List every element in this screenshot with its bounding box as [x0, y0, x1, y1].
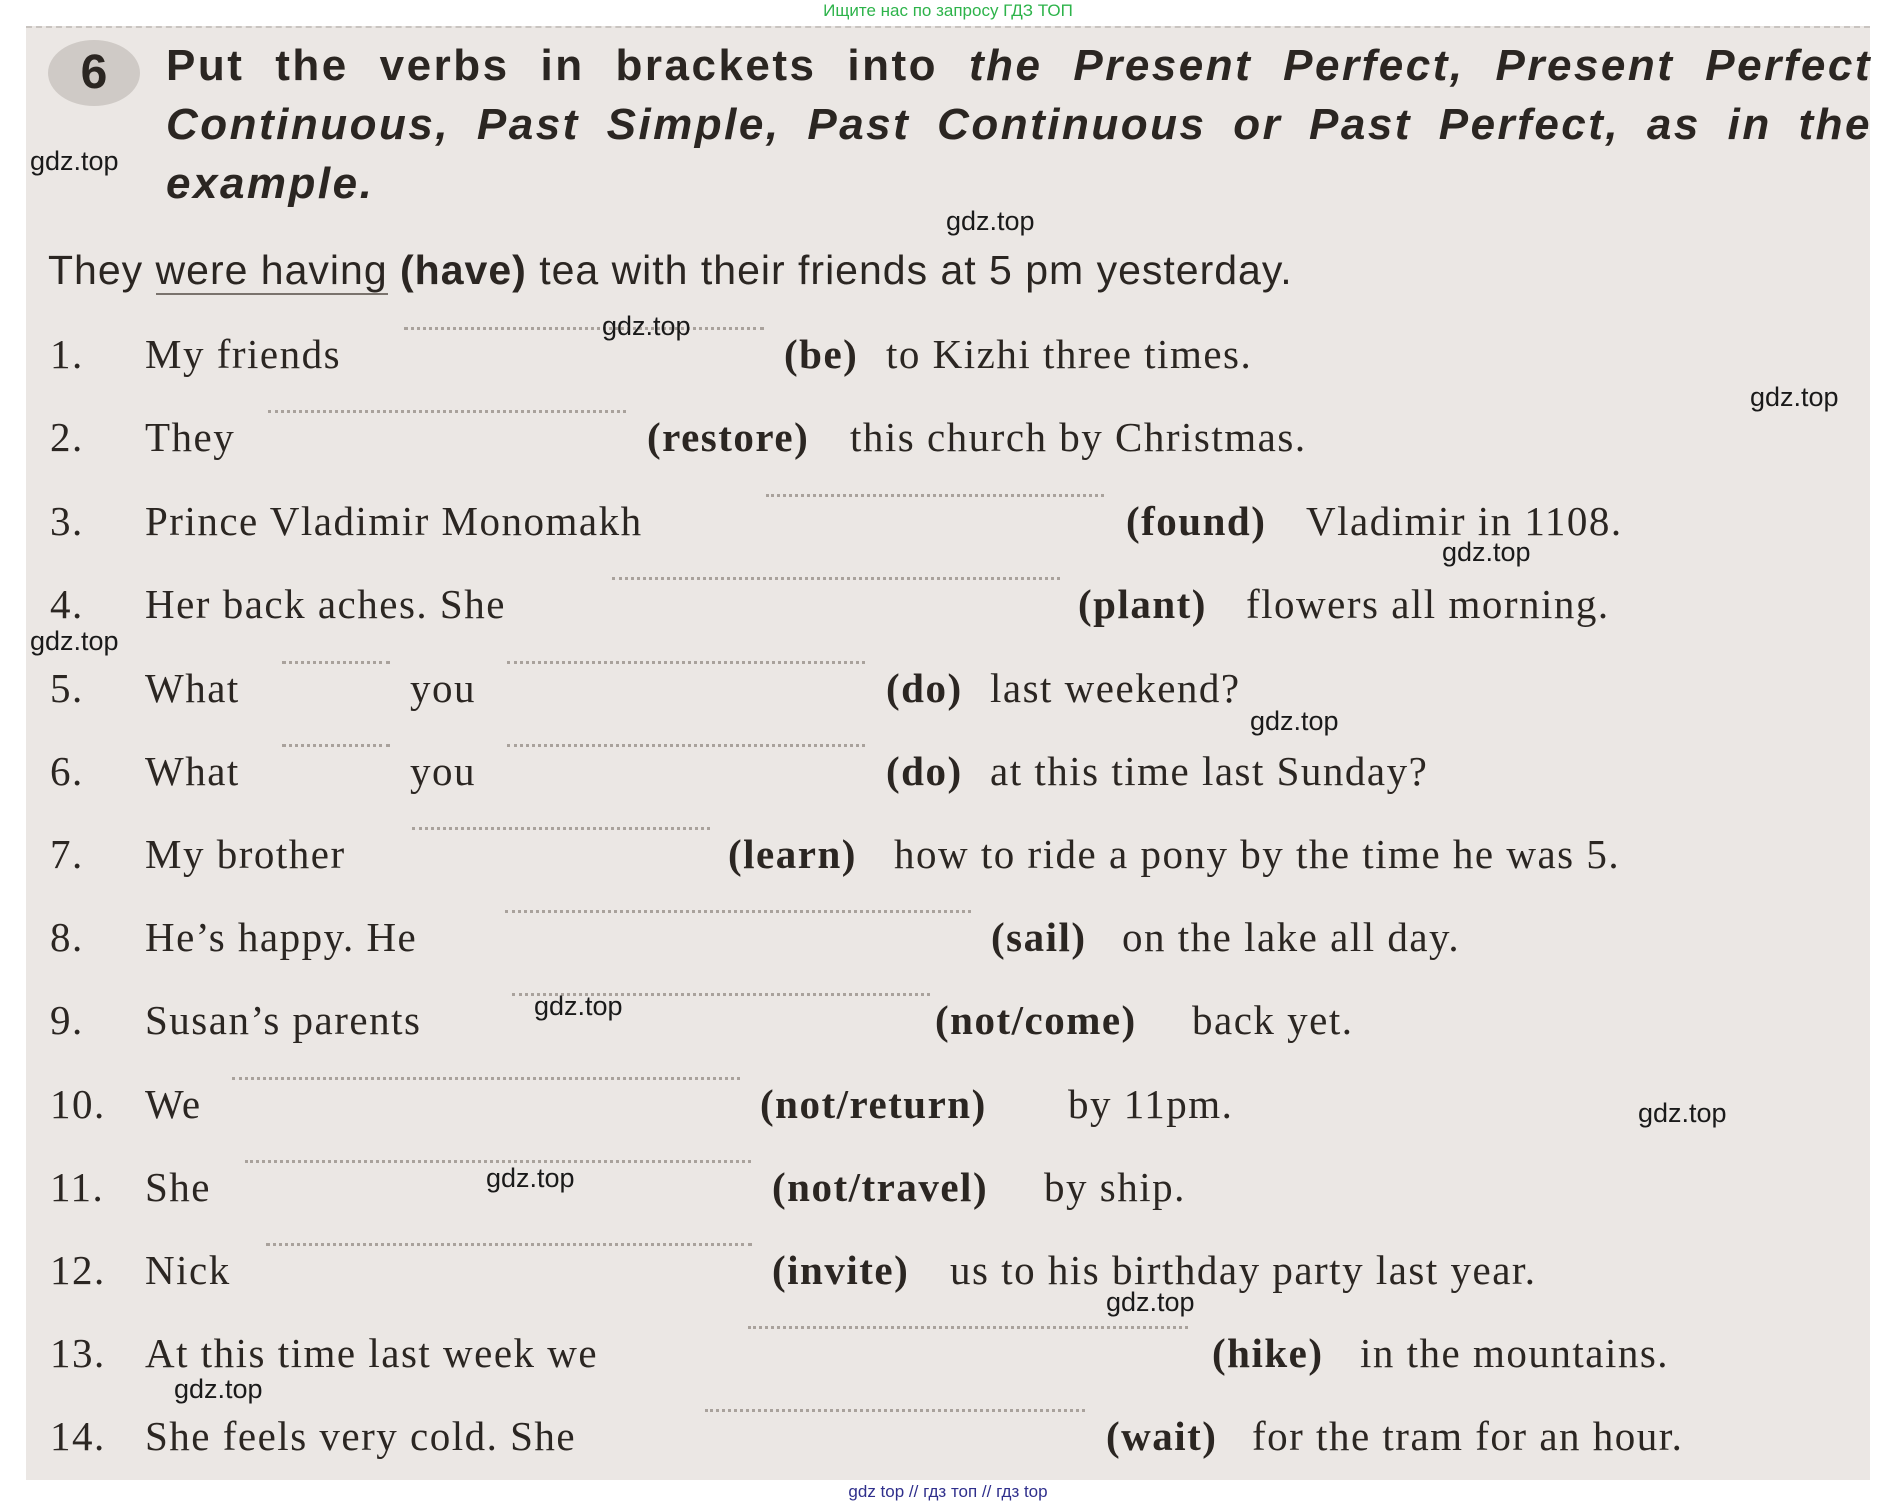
item-text-before: We — [145, 1081, 202, 1127]
instruction-tenses: the Present Perfect, Present Perfect Continuous, Past Simple, Past Continuous or Past Perfect, — [166, 41, 1872, 149]
item-number: 3. — [50, 498, 84, 544]
item-verb: (do) — [886, 665, 963, 711]
item-text-before: Susan’s parents — [145, 997, 422, 1043]
answer-blank[interactable] — [766, 494, 1104, 497]
item-number: 4. — [50, 581, 84, 627]
watermark: gdz.top — [30, 626, 119, 656]
watermark: gdz.top — [1106, 1287, 1195, 1317]
item-text-after: at this time last Sunday? — [990, 748, 1429, 794]
item-verb: (not/come) — [935, 997, 1137, 1043]
item-number: 1. — [50, 331, 84, 377]
exercise-instruction — [166, 36, 1872, 213]
item-text-before: My friends — [145, 331, 342, 377]
watermark: gdz.top — [946, 206, 1035, 236]
item-text-before: Prince Vladimir Monomakh — [145, 498, 643, 544]
item-text-before: Nick — [145, 1247, 231, 1293]
item-number: 13. — [50, 1330, 106, 1376]
bottom-banner[interactable]: gdz top // гдз топ // гдз top — [848, 1482, 1048, 1501]
item-text-before: My brother — [145, 831, 346, 877]
item-text-before: Her back aches. She — [145, 581, 506, 627]
item-text-middle: you — [410, 665, 476, 711]
answer-blank-auxiliary[interactable] — [282, 661, 390, 664]
item-text-after: to Kizhi three times. — [886, 331, 1253, 377]
watermark: gdz.top — [602, 311, 691, 341]
item-text-before: What — [145, 748, 240, 794]
item-text-after: by 11pm. — [1068, 1081, 1234, 1127]
item-text-middle: you — [410, 748, 476, 794]
item-text-after: us to his birthday party last year. — [950, 1247, 1537, 1293]
answer-blank-auxiliary[interactable] — [282, 744, 390, 747]
answer-blank[interactable] — [232, 1077, 740, 1080]
example-answer: were having — [155, 247, 388, 293]
answer-blank[interactable] — [412, 827, 710, 830]
watermark: gdz.top — [486, 1163, 575, 1193]
item-verb: (be) — [784, 331, 859, 377]
item-text-before: What — [145, 665, 240, 711]
item-text-after: last weekend? — [990, 665, 1241, 711]
item-verb: (not/return) — [760, 1081, 987, 1127]
item-text-before: He’s happy. He — [145, 914, 418, 960]
answer-blank[interactable] — [507, 744, 865, 747]
item-verb: (found) — [1126, 498, 1267, 544]
item-verb: (not/travel) — [772, 1164, 989, 1210]
item-number: 7. — [50, 831, 84, 877]
watermark: gdz.top — [174, 1374, 263, 1404]
item-number: 12. — [50, 1247, 106, 1293]
top-banner[interactable]: Ищите нас по запросу ГДЗ ТОП — [823, 1, 1073, 20]
example-verb: (have) — [400, 247, 527, 293]
item-number: 9. — [50, 997, 84, 1043]
item-text-after: flowers all morning. — [1246, 581, 1610, 627]
item-text-after: by ship. — [1044, 1164, 1186, 1210]
item-text-before: At this time last week we — [145, 1330, 599, 1376]
item-text-after: back yet. — [1192, 997, 1354, 1043]
item-verb: (sail) — [991, 914, 1087, 960]
instruction-text-end: as in the example. — [166, 100, 1873, 208]
item-number: 6. — [50, 748, 84, 794]
watermark: gdz.top — [30, 146, 119, 176]
item-number: 14. — [50, 1413, 106, 1459]
item-text-after: Vladimir in 1108. — [1306, 498, 1623, 544]
watermark: gdz.top — [1750, 382, 1839, 412]
item-verb: (plant) — [1078, 581, 1207, 627]
watermark: gdz.top — [1638, 1098, 1727, 1128]
item-text-before: She — [145, 1164, 211, 1210]
watermark: gdz.top — [1250, 706, 1339, 736]
answer-blank[interactable] — [748, 1326, 1188, 1329]
watermark: gdz.top — [534, 991, 623, 1021]
exercise-number-badge: 6 — [48, 40, 140, 106]
example-sentence — [48, 247, 1293, 294]
instruction-text-start: Put the verbs in brackets into — [166, 41, 969, 90]
item-text-before: She feels very cold. She — [145, 1413, 577, 1459]
answer-blank[interactable] — [268, 410, 626, 413]
item-verb: (learn) — [728, 831, 857, 877]
watermark: gdz.top — [1442, 537, 1531, 567]
example-rest: tea with their friends at 5 pm yesterday. — [526, 247, 1293, 293]
item-number: 8. — [50, 914, 84, 960]
answer-blank[interactable] — [507, 661, 865, 664]
item-text-after: on the lake all day. — [1122, 914, 1461, 960]
item-text-after: this church by Christmas. — [850, 414, 1307, 460]
item-text-after: in the mountains. — [1360, 1330, 1670, 1376]
item-verb: (do) — [886, 748, 963, 794]
item-number: 5. — [50, 665, 84, 711]
answer-blank[interactable] — [612, 577, 1060, 580]
answer-blank[interactable] — [505, 910, 971, 913]
answer-blank[interactable] — [266, 1243, 752, 1246]
item-number: 11. — [50, 1164, 105, 1210]
answer-blank[interactable] — [705, 1409, 1085, 1412]
item-verb: (hike) — [1212, 1330, 1324, 1376]
item-number: 2. — [50, 414, 84, 460]
item-text-after: for the tram for an hour. — [1252, 1413, 1684, 1459]
item-number: 10. — [50, 1081, 106, 1127]
example-lead: They — [48, 247, 156, 293]
item-verb: (restore) — [647, 414, 810, 460]
item-text-before: They — [145, 414, 236, 460]
item-verb: (invite) — [772, 1247, 910, 1293]
answer-blank[interactable] — [404, 327, 764, 330]
item-verb: (wait) — [1106, 1413, 1218, 1459]
item-text-after: how to ride a pony by the time he was 5. — [894, 831, 1621, 877]
